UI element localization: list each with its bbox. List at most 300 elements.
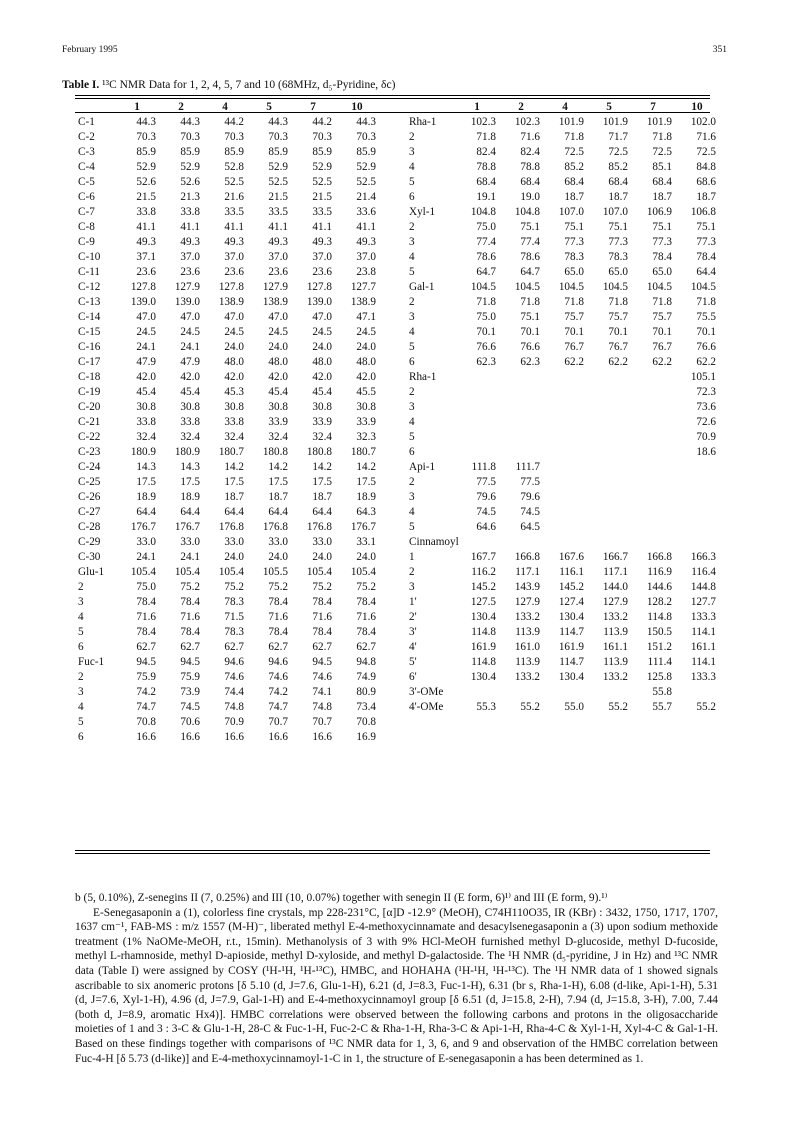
shift-value: 48.0 (356, 356, 376, 368)
shift-value: 68.4 (652, 176, 672, 188)
shift-value: 74.7 (136, 701, 156, 713)
shift-value: 74.6 (312, 671, 332, 683)
row-label: 5 (78, 716, 84, 728)
shift-value: 78.4 (312, 626, 332, 638)
shift-value: 75.7 (564, 311, 584, 323)
shift-value: 74.6 (268, 671, 288, 683)
shift-value: 33.0 (136, 536, 156, 548)
shift-value: 127.8 (306, 281, 332, 293)
shift-value (546, 475, 584, 490)
row-label: C-29 (78, 536, 101, 548)
shift-value: 77.3 (652, 236, 672, 248)
shift-value: 150.5 (646, 626, 672, 638)
shift-value: 105.4 (306, 566, 332, 578)
shift-value: 167.7 (470, 551, 496, 563)
shift-value: 70.1 (564, 326, 584, 338)
shift-value: 52.9 (180, 161, 200, 173)
shift-value (678, 535, 716, 550)
shift-value: 77.5 (520, 476, 540, 488)
row-label: C-20 (78, 401, 101, 413)
shift-value: 55.8 (652, 686, 672, 698)
shift-value: 104.8 (514, 206, 540, 218)
shift-value: 47.0 (268, 311, 288, 323)
shift-value (634, 460, 672, 475)
right-compound-column (590, 100, 628, 715)
shift-value: 18.9 (356, 491, 376, 503)
row-label: 3 (409, 311, 415, 323)
shift-value: 78.4 (180, 596, 200, 608)
shift-value: 71.8 (476, 131, 496, 143)
shift-value: 180.9 (130, 446, 156, 458)
shift-value (590, 370, 628, 385)
shift-value (546, 520, 584, 535)
shift-value: 64.4 (180, 506, 200, 518)
shift-value (590, 400, 628, 415)
shift-value: 71.6 (136, 611, 156, 623)
shift-value: 128.2 (646, 596, 672, 608)
shift-value (502, 370, 540, 385)
shift-value: 33.5 (268, 206, 288, 218)
shift-value: 127.7 (690, 596, 716, 608)
shift-value: 104.5 (646, 281, 672, 293)
shift-value: 52.9 (268, 161, 288, 173)
shift-value: 33.5 (224, 206, 244, 218)
shift-value: 16.6 (180, 731, 200, 743)
row-label: 3 (409, 401, 415, 413)
shift-value (590, 385, 628, 400)
row-label: C-24 (78, 461, 101, 473)
shift-value: 72.5 (652, 146, 672, 158)
shift-value: 75.5 (696, 311, 716, 323)
shift-value: 113.9 (515, 626, 540, 638)
shift-value: 55.2 (520, 701, 540, 713)
body-paragraph-1: b (5, 0.10%), Z-senegins II (7, 0.25%) and III (10, 0.07%) together with senegin II (E form, 6)¹⁾ and III (E form, 9).¹⁾ (75, 892, 608, 904)
shift-value: 105.4 (218, 566, 244, 578)
row-label: 6 (409, 191, 415, 203)
shift-value: 52.6 (136, 176, 156, 188)
shift-value: 114.7 (559, 626, 584, 638)
shift-value: 37.0 (224, 251, 244, 263)
shift-value: 75.1 (520, 221, 540, 233)
shift-value: 70.1 (608, 326, 628, 338)
row-label: 4 (409, 506, 415, 518)
shift-value: 133.2 (602, 611, 628, 623)
shift-value: 78.4 (180, 626, 200, 638)
row-label: C-3 (78, 146, 95, 158)
shift-value: 85.9 (136, 146, 156, 158)
shift-value: 130.4 (558, 671, 584, 683)
shift-value: 71.8 (564, 131, 584, 143)
row-label: Fuc-1 (78, 656, 105, 668)
shift-value: 37.0 (268, 251, 288, 263)
shift-value: 85.9 (224, 146, 244, 158)
shift-value: 114.7 (559, 656, 584, 668)
shift-value: 44.3 (356, 116, 376, 128)
shift-value: 68.4 (608, 176, 628, 188)
shift-value: 85.9 (268, 146, 288, 158)
shift-value: 41.1 (224, 221, 244, 233)
shift-value: 71.8 (652, 131, 672, 143)
shift-value: 130.4 (470, 671, 496, 683)
shift-value: 71.6 (268, 611, 288, 623)
shift-value (634, 370, 672, 385)
table-caption (62, 79, 395, 91)
shift-value: 75.0 (136, 581, 156, 593)
shift-value: 33.0 (180, 536, 200, 548)
shift-value: 70.1 (696, 326, 716, 338)
shift-value: 65.0 (652, 266, 672, 278)
shift-value: 14.2 (268, 461, 288, 473)
column-header: 5 (266, 101, 272, 113)
shift-value: 166.8 (514, 551, 540, 563)
shift-value: 75.2 (224, 581, 244, 593)
shift-value: 47.0 (224, 311, 244, 323)
shift-value: 144.8 (690, 581, 716, 593)
row-label: Gal-1 (409, 281, 435, 293)
shift-value: 76.6 (520, 341, 540, 353)
shift-value (546, 460, 584, 475)
shift-value: 78.4 (652, 251, 672, 263)
shift-value: 75.1 (564, 221, 584, 233)
shift-value: 24.5 (312, 326, 332, 338)
row-label: 5 (409, 176, 415, 188)
shift-value: 32.3 (356, 431, 376, 443)
shift-value: 111.4 (647, 656, 672, 668)
shift-value (502, 415, 540, 430)
shift-value: 80.9 (356, 686, 376, 698)
shift-value (634, 430, 672, 445)
left-compound-column (118, 100, 156, 745)
shift-value: 104.5 (690, 281, 716, 293)
shift-value: 105.5 (262, 566, 288, 578)
row-label: 1' (409, 596, 417, 608)
shift-value (458, 685, 496, 700)
shift-value: 24.0 (312, 551, 332, 563)
shift-value: 82.4 (476, 146, 496, 158)
shift-value: 47.9 (136, 356, 156, 368)
body-paragraph-2: E-Senegasaponin a (1), colorless fine crystals, mp 228-231°C, [α]D -12.9° (MeOH), C74H110O35, IR (KBr) : 3432, 1750, 1717, 1707, 1637 cm⁻¹, FAB-MS : m/z 1557 (M-H)⁻, liberated methyl E-4-methoxycinnamate and desacylsenegasaponin a (3) upon sodium methoxide treatment (1% NaOMe-MeOH, r.t., 15min). Methanolysis of 3 with 9% HCl-MeOH furnished methyl D-glucoside, methyl D-fucoside, methyl L-rhamnoside, methyl D-apioside, methyl D-xyloside, and methyl D-galactoside. The ¹H NMR (d₅-pyridine, J in Hz) and ¹³C NMR data (Table I) were assigned by COSY (¹H-¹H, ¹H-¹³C), HMBC, and HOHAHA (¹H-¹H, ¹H-¹³C). The ¹H NMR data of 1 showed signals ascribable to six anomeric protons [δ 5.10 (d, J=7.6, Glu-1-H), 6.21 (d, J=8.3, Fuc-1-H), 6.31 (br s, Rha-1-H), 6.08 (d-like, Api-1-H), 5.31 (d, J=7.6, Xyl-1-H), 4.96 (d, J=7.9, Gal-1-H) and E-4-methoxycinnamoyl group [δ 6.51 (d, J=15.8, 2-H), 7.94 (d, J=15.8, 3-H), 7.00, 7.44 (both d, J=8.9, aromatic Hx4)]. HMBC correlations were observed between the following carbons and protons in the oligosaccharide moieties of 1 and 3 : 3-C & Glu-1-H, 28-C & Fuc-1-H, Fuc-2-C & Rha-1-H, Rha-3-C & Api-1-H, Rha-4-C & Xyl-1-H, Xyl-4-C & Gal-1-H. Based on these findings together with comparisons of ¹³C NMR data for 1, 3, 6, and 9 and observation of the HMBC correlation between Fuc-4-H [δ 5.73 (d-like)] and E-4-methoxycinnamoyl-1-C in 1, the structure of E-senegasaponin a has been determined as 1. (75, 906, 718, 1065)
shift-value: 45.4 (268, 386, 288, 398)
table-bottom-rule-inner (75, 850, 710, 851)
shift-value: 18.7 (652, 191, 672, 203)
row-label: C-16 (78, 341, 101, 353)
shift-value: 21.3 (180, 191, 200, 203)
shift-value: 85.9 (180, 146, 200, 158)
shift-value (458, 430, 496, 445)
shift-value: 75.1 (652, 221, 672, 233)
shift-value: 30.8 (136, 401, 156, 413)
shift-value: 14.2 (356, 461, 376, 473)
shift-value: 94.6 (224, 656, 244, 668)
table-top-rule-inner (75, 98, 710, 99)
shift-value: 85.9 (356, 146, 376, 158)
shift-value: 127.7 (350, 281, 376, 293)
shift-value: 138.9 (262, 296, 288, 308)
shift-value: 62.2 (564, 356, 584, 368)
shift-value: 116.4 (691, 566, 716, 578)
shift-value: 78.4 (356, 626, 376, 638)
shift-value (546, 370, 584, 385)
shift-value: 70.1 (520, 326, 540, 338)
row-label: Rha-1 (409, 371, 437, 383)
row-label: C-6 (78, 191, 95, 203)
shift-value (678, 460, 716, 475)
shift-value: 37.0 (180, 251, 200, 263)
shift-value: 74.4 (224, 686, 244, 698)
row-label: C-4 (78, 161, 95, 173)
shift-value: 116.1 (559, 566, 584, 578)
shift-value (458, 535, 496, 550)
shift-value: 138.9 (350, 296, 376, 308)
shift-value: 72.5 (696, 146, 716, 158)
shift-value: 70.3 (224, 131, 244, 143)
row-label: 6 (409, 446, 415, 458)
right-compound-column (634, 100, 672, 715)
shift-value: 127.4 (558, 596, 584, 608)
shift-value: 75.7 (652, 311, 672, 323)
shift-value: 17.5 (356, 476, 376, 488)
shift-value: 74.7 (268, 701, 288, 713)
shift-value (590, 505, 628, 520)
shift-value (502, 535, 540, 550)
shift-value (458, 385, 496, 400)
shift-value: 180.8 (262, 446, 288, 458)
shift-value: 113.9 (515, 656, 540, 668)
shift-value: 72.6 (696, 416, 716, 428)
shift-value: 75.1 (696, 221, 716, 233)
shift-value: 167.6 (558, 551, 584, 563)
shift-value: 18.9 (136, 491, 156, 503)
shift-value: 55.2 (696, 701, 716, 713)
shift-value: 62.7 (180, 641, 200, 653)
header-date: February 1995 (62, 45, 118, 55)
shift-value: 101.9 (558, 116, 584, 128)
shift-value: 62.2 (608, 356, 628, 368)
shift-value (678, 475, 716, 490)
shift-value (590, 460, 628, 475)
shift-value: 18.7 (312, 491, 332, 503)
shift-value: 114.8 (647, 611, 672, 623)
shift-value: 64.7 (520, 266, 540, 278)
shift-value: 104.5 (602, 281, 628, 293)
shift-value: 74.8 (312, 701, 332, 713)
row-label: 5 (409, 266, 415, 278)
shift-value: 44.3 (136, 116, 156, 128)
shift-value: 14.3 (180, 461, 200, 473)
shift-value: 75.1 (520, 311, 540, 323)
shift-value: 33.1 (356, 536, 376, 548)
shift-value: 105.4 (350, 566, 376, 578)
shift-value: 111.7 (515, 461, 540, 473)
shift-value: 72.5 (564, 146, 584, 158)
shift-value: 70.3 (312, 131, 332, 143)
row-label: 3 (78, 596, 84, 608)
shift-value: 113.9 (603, 626, 628, 638)
shift-value: 33.8 (136, 206, 156, 218)
row-label: 5 (409, 341, 415, 353)
shift-value: 74.2 (268, 686, 288, 698)
shift-value: 73.9 (180, 686, 200, 698)
shift-value: 52.5 (356, 176, 376, 188)
shift-value (590, 445, 628, 460)
row-label: C-27 (78, 506, 101, 518)
shift-value: 161.9 (470, 641, 496, 653)
shift-value (634, 400, 672, 415)
shift-value: 70.8 (136, 716, 156, 728)
shift-value: 52.5 (224, 176, 244, 188)
left-compound-column (206, 100, 244, 745)
row-label: Rha-1 (409, 116, 437, 128)
shift-value: 71.6 (356, 611, 376, 623)
shift-value (458, 415, 496, 430)
column-header: 2 (518, 101, 524, 113)
shift-value: 74.5 (520, 506, 540, 518)
shift-value (502, 430, 540, 445)
shift-value: 41.1 (136, 221, 156, 233)
shift-value: 79.6 (476, 491, 496, 503)
shift-value: 33.9 (312, 416, 332, 428)
row-label: Xyl-1 (409, 206, 436, 218)
shift-value: 18.7 (608, 191, 628, 203)
shift-value (546, 535, 584, 550)
shift-value: 33.9 (268, 416, 288, 428)
shift-value: 48.0 (312, 356, 332, 368)
column-header: 10 (691, 101, 703, 113)
shift-value: 71.8 (476, 296, 496, 308)
row-label: C-28 (78, 521, 101, 533)
shift-value: 62.7 (312, 641, 332, 653)
shift-value: 47.0 (180, 311, 200, 323)
shift-value: 74.2 (136, 686, 156, 698)
shift-value: 16.9 (356, 731, 376, 743)
shift-value: 70.3 (180, 131, 200, 143)
shift-value (546, 445, 584, 460)
row-label: 2 (78, 671, 84, 683)
row-label: 5 (409, 521, 415, 533)
right-compound-column (502, 100, 540, 715)
shift-value: 45.4 (180, 386, 200, 398)
shift-value: 114.1 (691, 626, 716, 638)
shift-value: 75.9 (136, 671, 156, 683)
row-label: C-8 (78, 221, 95, 233)
shift-value: 23.6 (136, 266, 156, 278)
shift-value (546, 415, 584, 430)
shift-value: 105.4 (174, 566, 200, 578)
row-label: 4 (409, 161, 415, 173)
shift-value: 94.5 (312, 656, 332, 668)
shift-value: 133.2 (514, 671, 540, 683)
shift-value: 30.8 (180, 401, 200, 413)
shift-value (634, 445, 672, 460)
shift-value: 176.8 (262, 521, 288, 533)
row-label: 2 (409, 566, 415, 578)
shift-value: 104.5 (470, 281, 496, 293)
shift-value: 76.7 (608, 341, 628, 353)
shift-value: 94.5 (180, 656, 200, 668)
shift-value (502, 400, 540, 415)
right-compound-column (458, 100, 496, 715)
shift-value: 127.9 (174, 281, 200, 293)
shift-value: 78.8 (476, 161, 496, 173)
shift-value: 64.4 (268, 506, 288, 518)
shift-value: 64.4 (136, 506, 156, 518)
shift-value: 68.4 (520, 176, 540, 188)
shift-value: 52.9 (136, 161, 156, 173)
shift-value: 18.6 (696, 446, 716, 458)
shift-value: 24.0 (268, 341, 288, 353)
shift-value: 70.1 (652, 326, 672, 338)
shift-value: 176.7 (130, 521, 156, 533)
shift-value (634, 505, 672, 520)
shift-value: 70.3 (136, 131, 156, 143)
left-compound-column (294, 100, 332, 745)
shift-value: 24.5 (224, 326, 244, 338)
shift-value: 133.2 (602, 671, 628, 683)
shift-value (634, 415, 672, 430)
shift-value: 45.3 (224, 386, 244, 398)
shift-value: 70.3 (268, 131, 288, 143)
shift-value: 70.8 (356, 716, 376, 728)
row-label: 3 (409, 581, 415, 593)
row-label: 2 (409, 131, 415, 143)
shift-value: 72.5 (608, 146, 628, 158)
shift-value: 32.4 (268, 431, 288, 443)
row-label: 5' (409, 656, 417, 668)
shift-value: 139.0 (130, 296, 156, 308)
row-label: 6' (409, 671, 417, 683)
shift-value: 24.1 (136, 341, 156, 353)
shift-value: 64.5 (520, 521, 540, 533)
shift-value: 24.5 (180, 326, 200, 338)
shift-value: 78.4 (268, 596, 288, 608)
shift-value: 74.5 (476, 506, 496, 518)
shift-value: 44.2 (312, 116, 332, 128)
shift-value: 78.3 (224, 596, 244, 608)
shift-value: 62.3 (520, 356, 540, 368)
shift-value: 52.9 (356, 161, 376, 173)
shift-value: 62.7 (224, 641, 244, 653)
shift-value (678, 685, 716, 700)
shift-value: 75.0 (476, 221, 496, 233)
row-label: C-10 (78, 251, 101, 263)
row-label: 6 (409, 356, 415, 368)
row-label: 3 (78, 686, 84, 698)
shift-value: 127.8 (218, 281, 244, 293)
shift-value: 78.3 (608, 251, 628, 263)
shift-value: 78.4 (356, 596, 376, 608)
shift-value: 70.9 (696, 431, 716, 443)
shift-value: 33.8 (180, 206, 200, 218)
shift-value: 24.1 (136, 551, 156, 563)
shift-value: 117.1 (603, 566, 628, 578)
shift-value: 32.4 (180, 431, 200, 443)
shift-value: 18.7 (564, 191, 584, 203)
shift-value: 33.8 (180, 416, 200, 428)
shift-value: 62.7 (356, 641, 376, 653)
shift-value: 64.3 (356, 506, 376, 518)
shift-value: 37.0 (356, 251, 376, 263)
left-compound-column (162, 100, 200, 745)
shift-value: 62.2 (696, 356, 716, 368)
row-label: 2 (409, 386, 415, 398)
shift-value: 42.0 (180, 371, 200, 383)
shift-value: 32.4 (224, 431, 244, 443)
shift-value (678, 505, 716, 520)
row-label: 3' (409, 626, 417, 638)
shift-value: 78.6 (476, 251, 496, 263)
row-label: 5 (78, 626, 84, 638)
shift-value: 161.1 (602, 641, 628, 653)
